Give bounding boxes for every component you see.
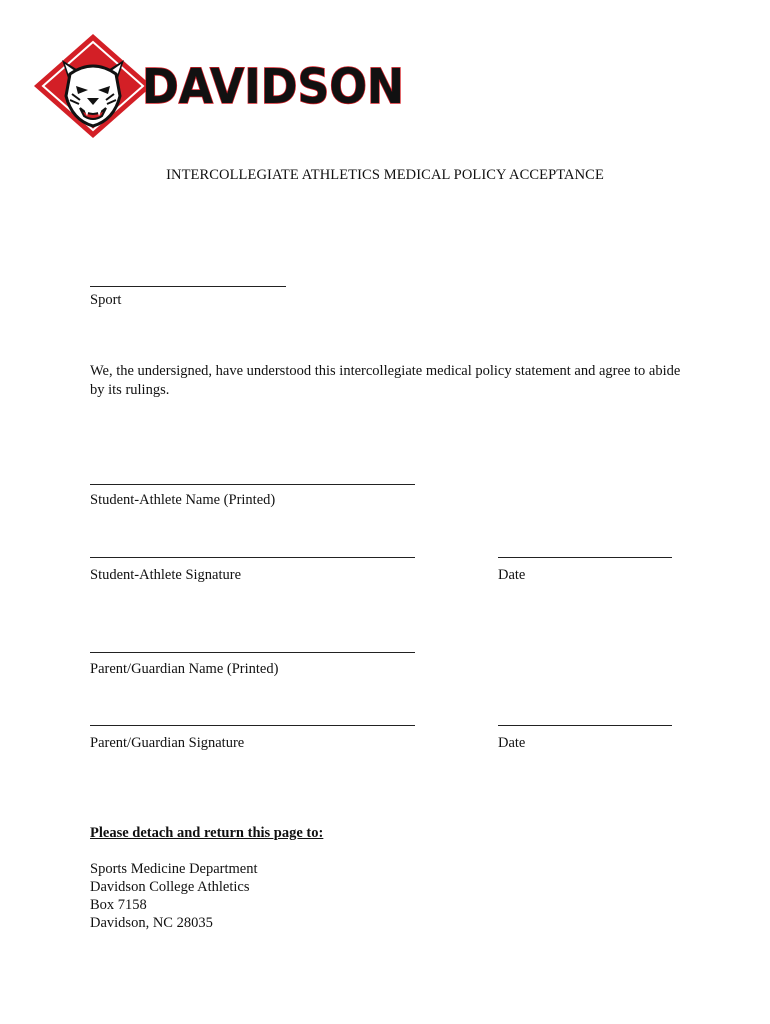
wildcat-logo-icon — [34, 34, 152, 138]
student-name-label: Student-Athlete Name (Printed) — [90, 492, 276, 508]
address-line: Davidson, NC 28035 — [90, 915, 213, 931]
address-line: Sports Medicine Department — [90, 861, 258, 877]
address-line: Box 7158 — [90, 897, 147, 913]
policy-statement: We, the undersigned, have understood this intercollegiate medical policy statement and agree to abide by its rulings. — [90, 363, 681, 398]
sport-blank-line — [90, 286, 286, 287]
student-date-blank-line — [498, 557, 672, 558]
student-signature-label: Student-Athlete Signature — [90, 567, 242, 583]
address-block — [90, 860, 258, 932]
davidson-wordmark — [138, 58, 410, 110]
parent-signature-blank-line — [90, 725, 415, 726]
return-heading: Please detach and return this page to: — [90, 825, 324, 841]
student-name-blank-line — [90, 484, 415, 485]
parent-name-label: Parent/Guardian Name (Printed) — [90, 661, 279, 677]
address-line: Davidson College Athletics — [90, 879, 250, 895]
parent-name-blank-line — [90, 652, 415, 653]
logo-wordmark-text: DAVIDSON — [142, 59, 404, 110]
parent-signature-label: Parent/Guardian Signature — [90, 735, 245, 751]
parent-date-blank-line — [498, 725, 672, 726]
sport-label: Sport — [90, 292, 122, 308]
student-signature-blank-line — [90, 557, 415, 558]
parent-date-label: Date — [498, 735, 526, 751]
student-date-label: Date — [498, 567, 526, 583]
document-title: INTERCOLLEGIATE ATHLETICS MEDICAL POLICY ACCEPTANCE — [166, 167, 604, 183]
